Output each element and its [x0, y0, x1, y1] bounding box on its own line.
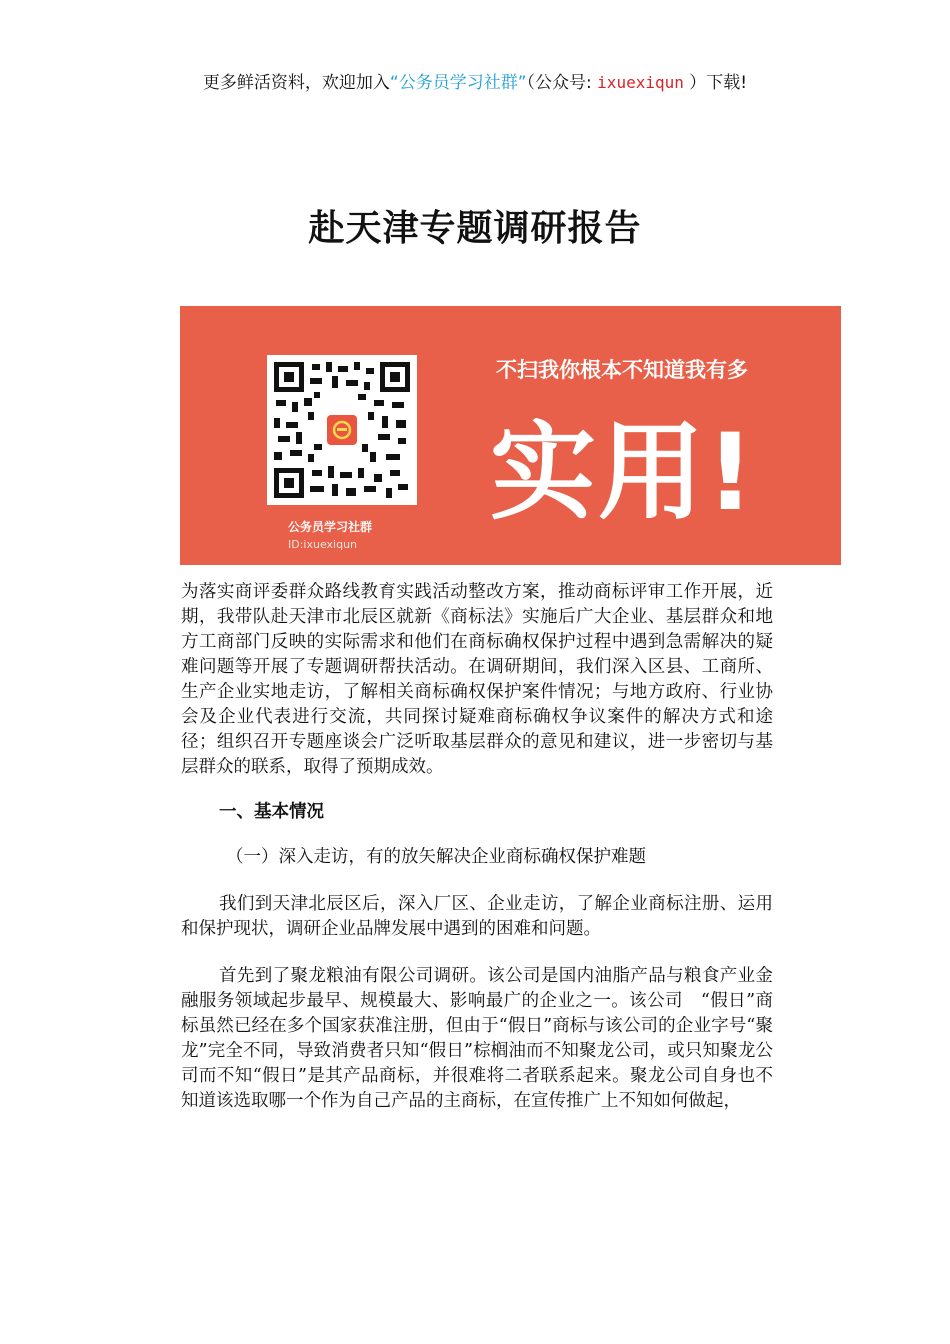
document-body — [181, 580, 773, 1136]
promo-header-line — [0, 68, 950, 93]
intro-paragraph: 为落实商评委群众路线教育实践活动整改方案，推动商标评审工作开展，近期，我带队赴天津市北辰区就新《商标法》实施后广大企业、基层群众和地方工商部门反映的实际需求和他们在商标确权保护过程中遇到急需解决的疑难问题等开展了专题调研帮扶活动。在调研期间，我们深入区县、工商所、生产企业实地走访，了解相关商标确权保护案件情况；与地方政府、行业协会及企业代表进行交流，共同探讨疑难商标确权争议案件的解决方式和途径；组织召开专题座谈会广泛听取基层群众的意见和建议，进一步密切与基层群众的联系，取得了预期成效。 — [181, 582, 773, 777]
body-paragraph: 首先到了聚龙粮油有限公司调研。该公司是国内油脂产品与粮食产业金融服务领域起步最早、规模最大、影响最广的企业之一。该公司 “假日”商标虽然已经在多个国家获准注册，但由于“假日”商标与该公司的企业字号“聚龙”完全不同，导致消费者只知“假日”棕榈油而不知聚龙公司，或只知聚龙公司而不知“假日”是其产品商标，并很难将二者联系起来。聚龙公司自身也不知道该选取哪一个作为自己产品的主商标，在宣传推广上不知如何做起， — [181, 966, 773, 1111]
body-paragraph: 我们到天津北辰区后，深入厂区、企业走访，了解企业商标注册、运用和保护现状，调研企业品牌发展中遇到的困难和问题。 — [181, 894, 773, 939]
promo-banner — [180, 306, 841, 565]
promo-middle: （公众号: — [526, 73, 598, 93]
qr-code-icon — [267, 355, 417, 505]
promo-prefix: 更多鲜活资料，欢迎加入 — [202, 73, 390, 93]
banner-slogan: 不扫我你根本不知道我有多 — [496, 358, 748, 382]
section-heading: 一、基本情况 — [219, 802, 324, 822]
document-title: 赴天津专题调研报告 — [308, 208, 642, 249]
qr-account-name: 公务员学习社群 — [288, 520, 373, 534]
promo-group-name: “公务员学习社群” — [389, 73, 527, 93]
promo-account-id: ixuexiqun — [597, 73, 684, 92]
qr-account-id: ID:ixuexiqun — [288, 538, 358, 551]
promo-suffix: ）下载! — [683, 73, 748, 93]
banner-big-text: 实用! — [490, 411, 757, 534]
subsection-heading: （一）深入走访，有的放矢解决企业商标确权保护难题 — [226, 847, 646, 867]
